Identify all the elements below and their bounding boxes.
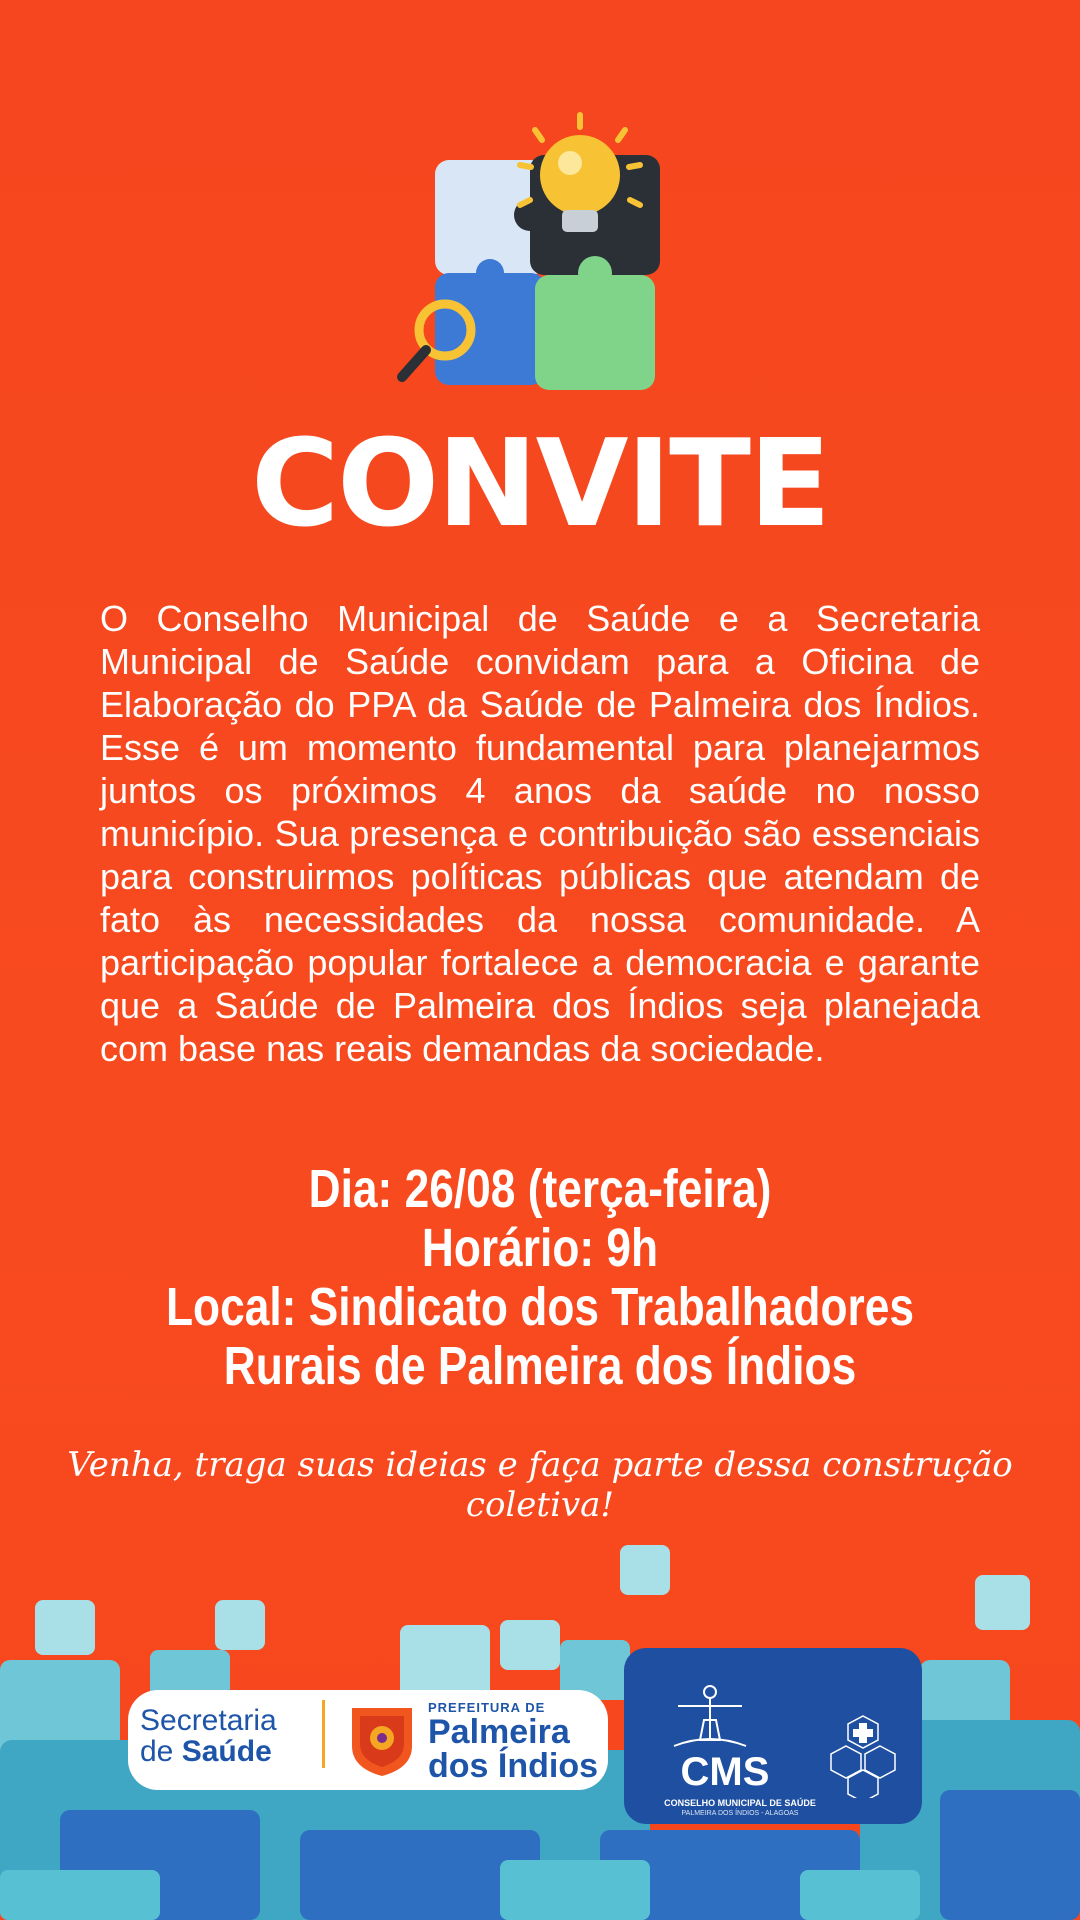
event-time: Horário: 9h bbox=[421, 1218, 659, 1278]
coat-of-arms-icon bbox=[346, 1702, 418, 1778]
secretaria-saude-logo: Secretaria de Saúde bbox=[140, 1704, 277, 1768]
page-title: CONVITE bbox=[251, 415, 829, 554]
puzzle-lightbulb-icon bbox=[390, 105, 690, 405]
event-date: Dia: 26/08 (terça-feira) bbox=[308, 1159, 772, 1219]
cms-title: CMS bbox=[680, 1750, 770, 1794]
cms-subtitle: CONSELHO MUNICIPAL DE SAÚDE bbox=[664, 1798, 816, 1808]
call-to-action: Venha, traga suas ideias e faça parte dessa construção coletiva! bbox=[67, 1445, 1013, 1525]
event-details bbox=[97, 1160, 983, 1396]
event-place-line2: Rurais de Palmeira dos Índios bbox=[223, 1336, 857, 1396]
health-hexagon-icon bbox=[818, 1708, 908, 1798]
christ-statue-icon bbox=[670, 1680, 750, 1750]
prefeitura-logo: PREFEITURA DE Palmeira dos Índios bbox=[428, 1700, 598, 1785]
invitation-body: O Conselho Municipal de Saúde e a Secretaria Municipal de Saúde convidam para a Oficina de Elaboração do PPA da Saúde de Palmeira dos Índios. Esse é um momento fundamental para planejarmos juntos os próximos 4 anos da saúde no nosso município. Sua presença e contribuição são essenciais para construirmos políticas públicas que atendam de fato às necessidades da nossa comunidade. A participação popular fortalece a democracia e garante que a Saúde de Palmeira dos Índios seja planejada com base nas reais demandas da sociedade. bbox=[100, 598, 980, 1069]
logo-divider bbox=[322, 1700, 325, 1768]
cms-location: PALMEIRA DOS ÍNDIOS - ALAGOAS bbox=[681, 1810, 799, 1817]
event-place-line1: Local: Sindicato dos Trabalhadores bbox=[165, 1277, 914, 1337]
